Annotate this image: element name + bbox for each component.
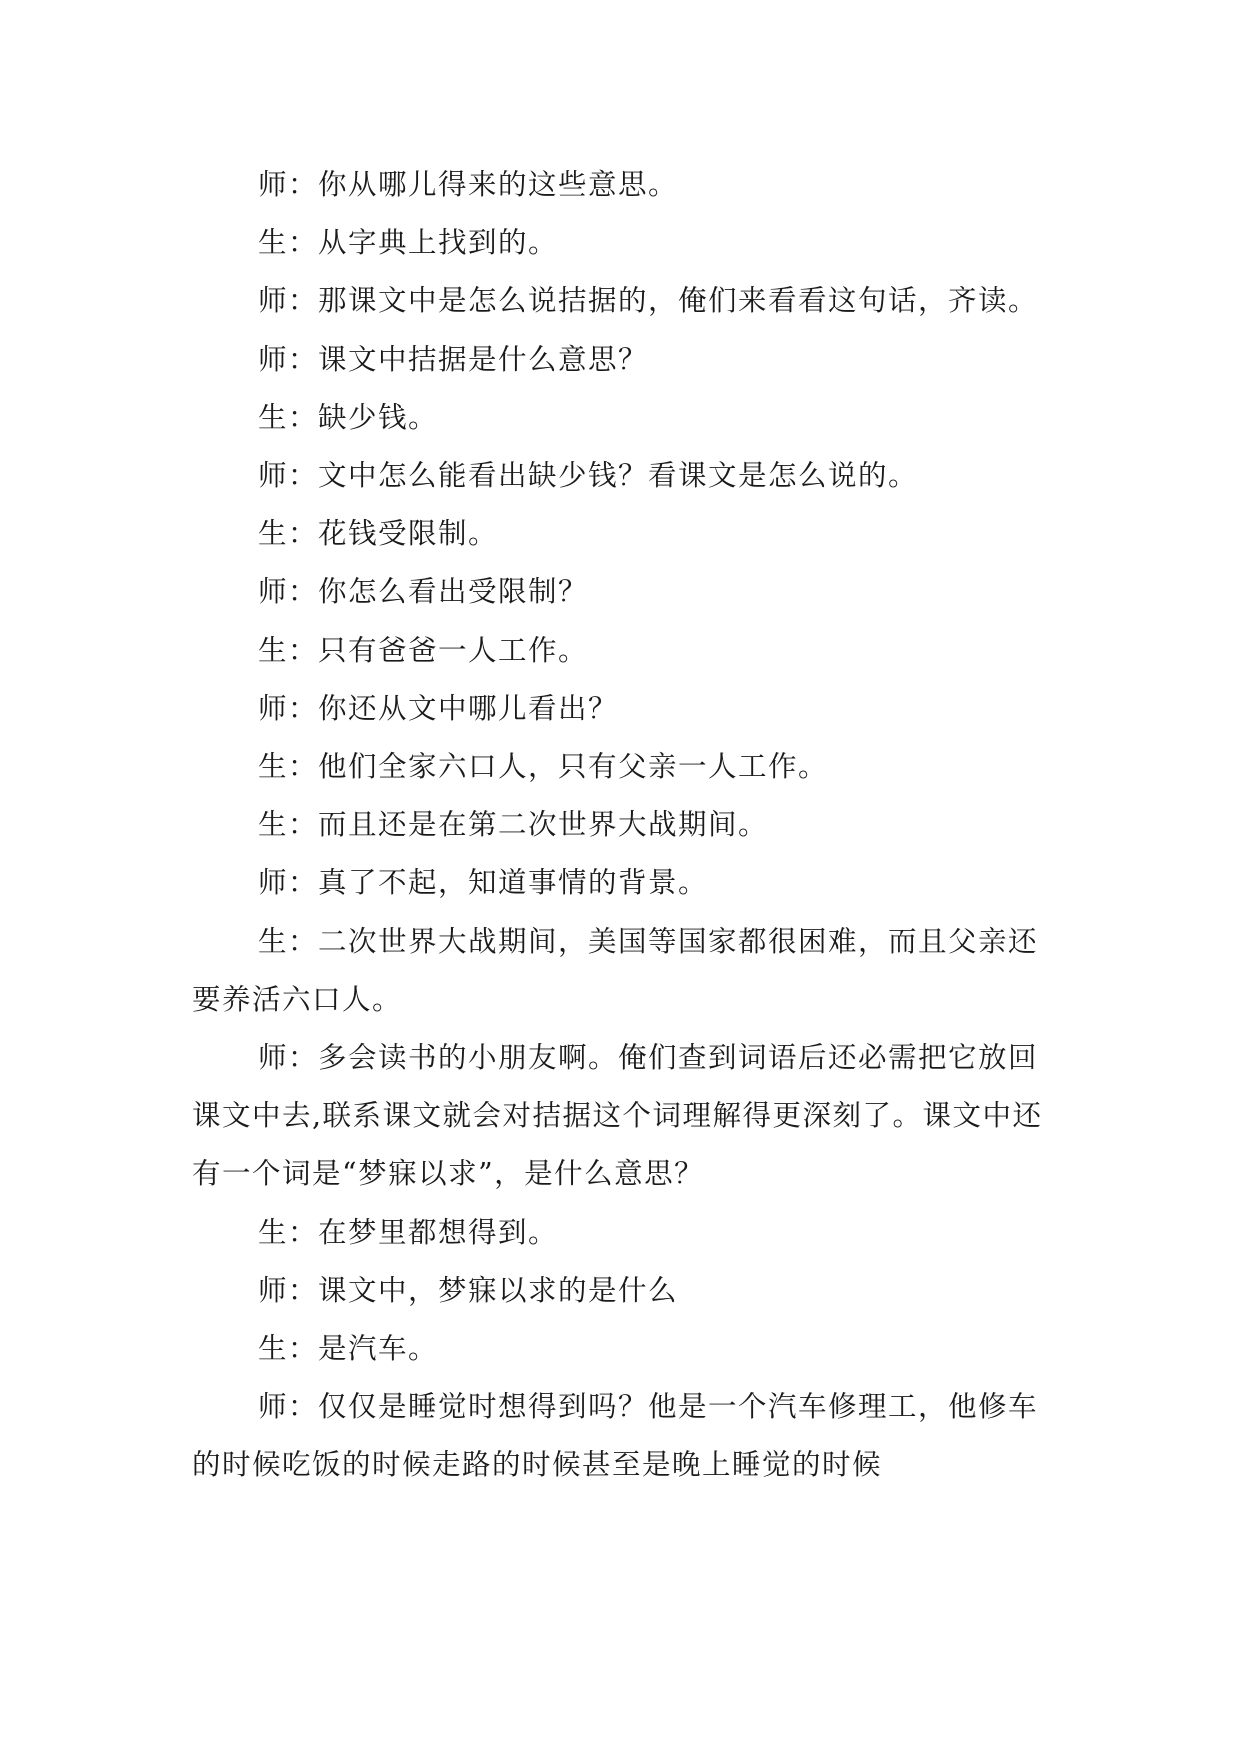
paragraph: 师：真了不起，知道事情的背景。 — [258, 866, 709, 900]
paragraph: 师：多会读书的小朋友啊。俺们查到词语后还必需把它放回课文中去,联系课文就会对拮据这个词理解得更深刻了。课文中还有一个词是“梦寐以求”，是什么意思？ — [192, 1041, 1043, 1191]
paragraph: 师：仅仅是睡觉时想得到吗？他是一个汽车修理工，他修车的时候吃饭的时候走路的时候甚至是晚上睡觉的时候 — [192, 1390, 1039, 1482]
paragraph: 生：是汽车。 — [258, 1332, 439, 1366]
paragraph: 生：从字典上找到的。 — [258, 226, 559, 260]
paragraph: 生：只有爸爸一人工作。 — [258, 633, 589, 667]
paragraph: 师：你从哪儿得来的这些意思。 — [258, 168, 679, 201]
paragraph: 生：而且还是在第二次世界大战期间。 — [258, 808, 769, 842]
paragraph: 生：缺少钱。 — [258, 400, 439, 434]
paragraph: 生：在梦里都想得到。 — [258, 1215, 559, 1249]
paragraph: 生：二次世界大战期间，美国等国家都很困难，而且父亲还要养活六口人。 — [192, 924, 1039, 1016]
paragraph: 师：文中怎么能看出缺少钱？看课文是怎么说的。 — [258, 459, 919, 493]
paragraph: 生：花钱受限制。 — [258, 517, 499, 551]
paragraph: 师：你怎么看出受限制？ — [258, 575, 589, 609]
paragraph: 师：课文中拮据是什么意思？ — [258, 342, 649, 376]
paragraph: 师：那课文中是怎么说拮据的，俺们来看看这句话，齐读。 — [258, 284, 1039, 318]
paragraph: 师：你还从文中哪儿看出？ — [258, 691, 619, 725]
document-body — [192, 156, 1054, 1495]
paragraph: 师：课文中，梦寐以求的是什么 — [258, 1273, 679, 1307]
paragraph: 生：他们全家六口人，只有父亲一人工作。 — [258, 750, 829, 784]
